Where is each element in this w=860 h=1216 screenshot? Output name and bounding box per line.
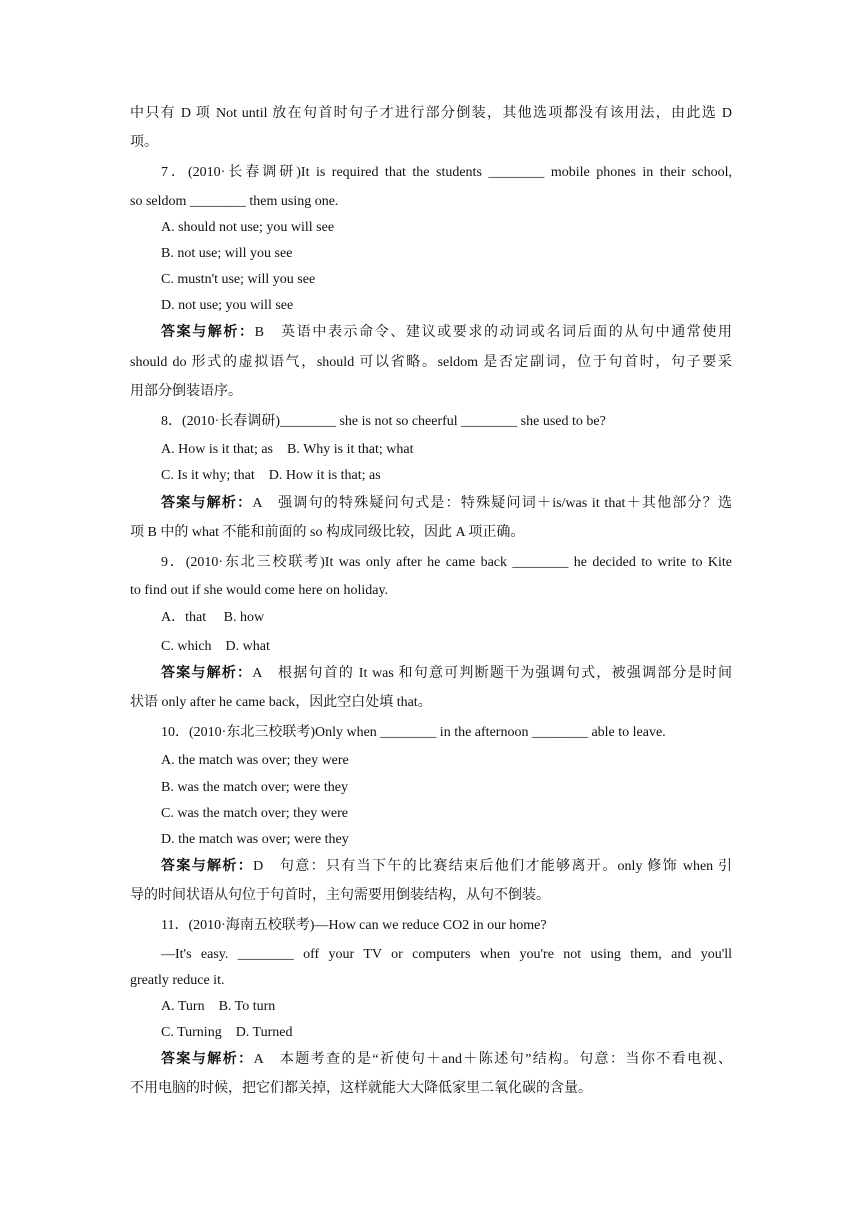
answer-text: A 本题考查的是“祈使句＋and＋陈述句”结构。句意：当你不看电视、 [253,1052,733,1067]
question-10-explanation: 导的时间状语从句位于句首时，主句需要用倒装结构，从句不倒装。 [130,888,550,903]
text-line: 项。 [130,135,158,150]
question-11-stem-cont: —It's easy. ________ off your TV or computers when you're not using them, and you'll [161,947,732,962]
answer-text: D 句意：只有当下午的比赛结束后他们才能够离开。only 修饰 when 引 [253,859,733,874]
question-11-options-cd: C. Turning D. Turned [161,1025,293,1040]
question-10-option-a: A. the match was over; they were [161,753,349,768]
question-10-option-c: C. was the match over; they were [161,806,348,821]
question-11-stem-cont2: greatly reduce it. [130,973,225,988]
question-10-answer [161,857,732,877]
question-7-option-c: C. mustn't use; will you see [161,272,316,287]
question-7-option-a: A. should not use; you will see [161,220,335,235]
question-8-answer [161,494,732,514]
question-7-stem: 7．(2010·长春调研)It is required that the students ________ mobile phones in their school, [161,165,732,180]
question-8-options-cd: C. Is it why; that D. How it is that; as [161,468,381,483]
question-7-explanation-cont: 用部分倒装语序。 [130,384,242,399]
question-7-stem-cont: so seldom ________ them using one. [130,194,339,209]
answer-text: A 强调句的特殊疑问句式是：特殊疑问词＋is/was it that＋其他部分？选 [252,496,733,511]
question-9-answer [161,664,732,684]
answer-label: 答案与解析： [161,496,253,511]
answer-text: B 英语中表示命令、建议或要求的动词或名词后面的从句中通常使用 [254,325,732,340]
question-11-explanation: 不用电脑的时候，把它们都关掉，这样就能大大降低家里二氧化碳的含量。 [130,1081,592,1096]
text-line: 中只有 D 项 Not until 放在句首时句子才进行部分倒装，其他选项都没有该用法，由此选 D [130,106,732,121]
question-8-stem: 8．(2010·长春调研)________ she is not so cheerful ________ she used to be? [161,414,606,429]
answer-label: 答案与解析： [161,1052,254,1067]
answer-label: 答案与解析： [161,325,255,340]
question-11-options-ab: A. Turn B. To turn [161,999,276,1014]
question-7-answer [161,323,732,343]
question-9-options-ab: A．that B. how [161,610,265,625]
question-11-answer [161,1050,732,1070]
question-9-stem-cont: to find out if she would come here on holiday. [130,583,389,598]
question-10-stem: 10．(2010·东北三校联考)Only when ________ in the afternoon ________ able to leave. [161,725,666,740]
answer-label: 答案与解析： [161,859,254,874]
question-7-explanation: should do 形式的虚拟语气，should 可以省略。seldom 是否定副词，位于句首时，句子要采 [130,355,732,370]
question-8-options-ab: A. How is it that; as B. Why is it that; what [161,442,414,457]
question-8-explanation: 项 B 中的 what 不能和前面的 so 构成同级比较，因此 A 项正确。 [130,525,525,540]
question-7-option-d: D. not use; you will see [161,298,294,313]
answer-text: A 根据句首的 It was 和句意可判断题干为强调句式，被强调部分是时间 [252,666,733,681]
question-10-option-d: D. the match was over; were they [161,832,349,847]
question-11-stem: 11．(2010·海南五校联考)—How can we reduce CO2 in our home? [161,918,547,933]
question-7-option-b: B. not use; will you see [161,246,293,261]
question-9-explanation: 状语 only after he came back，因此空白处填 that。 [130,695,432,710]
answer-label: 答案与解析： [161,666,253,681]
question-9-options-cd: C. which D. what [161,639,270,654]
question-9-stem: 9．(2010·东北三校联考)It was only after he came back ________ he decided to write to Kite [161,555,732,570]
question-10-option-b: B. was the match over; were they [161,780,348,795]
